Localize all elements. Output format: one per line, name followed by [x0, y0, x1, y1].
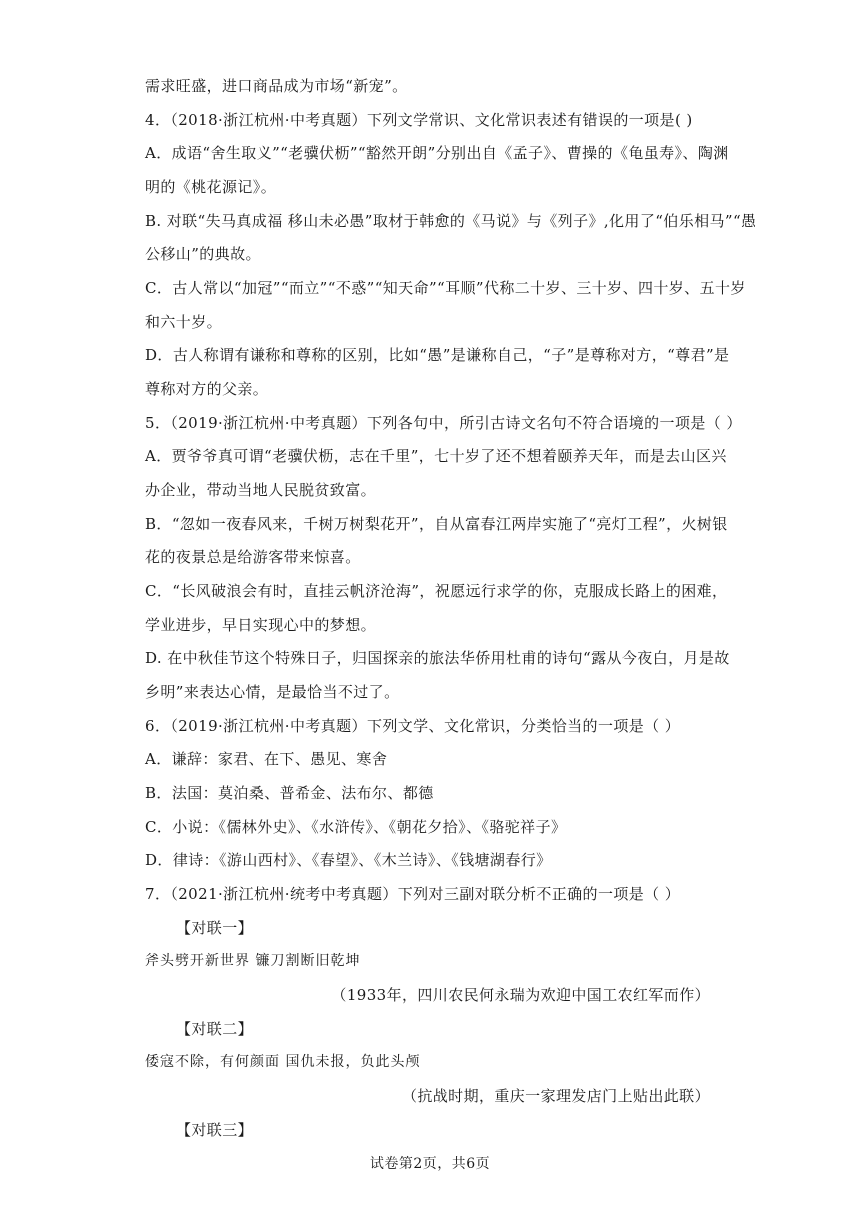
text-line: 公移山”的典故。	[145, 245, 261, 263]
couplet-3-heading: 【对联三】	[176, 1121, 254, 1139]
text-line: 和六十岁。	[145, 313, 223, 331]
couplet-2-heading: 【对联二】	[176, 1020, 254, 1038]
question-4-option-c: C．古人常以“加冠”“而立”“不惑”“知天命”“耳顺”代称二十岁、三十岁、四十岁、五十岁	[145, 279, 746, 297]
couplet-2-text: 倭寇不除，有何颜面 国仇未报，负此头颅	[145, 1054, 421, 1070]
text-line: 乡明”来表达心情，是最恰当不过了。	[145, 683, 400, 701]
page-footer: 试卷第2页，共6页	[369, 1156, 491, 1172]
question-5-option-a: A．贾爷爷真可谓“老骥伏枥，志在千里”，七十岁了还不想着颐养天年，而是去山区兴	[145, 447, 727, 465]
couplet-1-text: 斧头劈开新世界 镰刀割断旧乾坤	[145, 953, 361, 969]
question-4-option-b: B. 对联“失马真成福 移山未必愚”取材于韩愈的《马说》与《列子》,化用了“伯乐相马”“愚	[145, 212, 757, 230]
question-6-option-b: B．法国：莫泊桑、普希金、法布尔、都德	[145, 784, 434, 802]
question-4-option-d: D．古人称谓有谦称和尊称的区别，比如“愚”是谦称自己，“子”是尊称对方，“尊君”是	[145, 346, 730, 364]
text-line: 学业进步，早日实现心中的梦想。	[145, 616, 377, 634]
text-line: 花的夜景总是给游客带来惊喜。	[145, 548, 361, 566]
question-6-option-a: A．谦辞：家君、在下、愚见、寒舍	[145, 750, 388, 768]
question-7-stem: 7．（2021·浙江杭州·统考中考真题）下列对三副对联分析不正确的一项是（ ）	[145, 885, 681, 903]
question-6-option-d: D．律诗：《游山西村》、《春望》、《木兰诗》、《钱塘湖春行》	[145, 851, 552, 869]
text-line: 尊称对方的父亲。	[145, 380, 269, 398]
text-line: 办企业，带动当地人民脱贫致富。	[145, 481, 377, 499]
question-5-stem: 5．（2019·浙江杭州·中考真题）下列各句中，所引古诗文名句不符合语境的一项是（ ）	[145, 414, 742, 432]
question-4-stem: 4．（2018·浙江杭州·中考真题）下列文学常识、文化常识表述有错误的一项是( )	[145, 111, 693, 129]
question-6-option-c: C．小说：《儒林外史》、《水浒传》、《朝花夕拾》、《骆驼祥子》	[145, 818, 567, 836]
couplet-1-note: （1933年，四川农民何永瑞为欢迎中国工农红军而作）	[331, 986, 710, 1004]
question-6-stem: 6．（2019·浙江杭州·中考真题）下列文学、文化常识，分类恰当的一项是（ ）	[145, 717, 681, 735]
question-5-option-d: D. 在中秋佳节这个特殊日子，归国探亲的旅法华侨用杜甫的诗句“露从今夜白，月是故	[145, 649, 730, 667]
couplet-2-note: （抗战时期，重庆一家理发店门上贴出此联）	[401, 1087, 710, 1105]
text-line: 明的《桃花源记》。	[145, 178, 277, 196]
question-5-option-b: B．“忽如一夜春风来，千树万树梨花开”，自从富春江两岸实施了“亮灯工程”，火树银	[145, 515, 728, 533]
text-line: 需求旺盛，进口商品成为市场“新宠”。	[145, 77, 408, 95]
question-4-option-a: A．成语“舍生取义”“老骥伏枥”“豁然开朗”分别出自《孟子》、曹操的《龟虽寿》、陶渊	[145, 144, 729, 162]
question-5-option-c: C．“长风破浪会有时，直挂云帆济沧海”，祝愿远行求学的你，克服成长路上的困难，	[145, 582, 728, 600]
couplet-1-heading: 【对联一】	[176, 919, 254, 937]
